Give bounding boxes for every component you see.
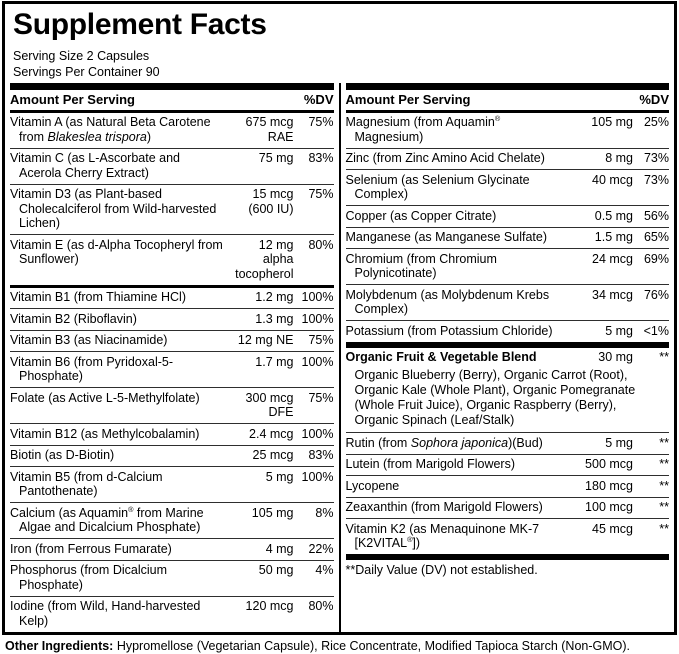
nutrient-name: Copper (as Copper Citrate) [345,208,497,223]
supplement-facts-panel [2,1,677,635]
nutrient-row [346,432,670,454]
amount-per-serving-label: Amount Per Serving [345,91,471,107]
nutrient-row [10,234,334,285]
nutrient-columns [5,83,674,632]
dv-footnote: **Daily Value (DV) not established. [346,554,670,581]
nutrient-row [346,518,670,554]
nutrient-dv: 4% [315,563,334,577]
nutrient-name: Rutin (from Sophora japonica)(Bud) [345,435,543,450]
nutrient-dv: 83% [308,448,334,462]
nutrient-name: Calcium (as Aquamin® from Marine Algae and Dicalcium Phosphate) [10,504,204,534]
servings-per-container: Servings Per Container 90 [13,65,160,79]
nutrient-row [346,454,670,476]
nutrient-row [10,560,334,596]
nutrient-dv: 75% [308,115,334,129]
nutrient-amount: 40 mcg [592,172,633,187]
blend-description: Organic Blueberry (Berry), Organic Carrot (Root), Organic Kale (Whole Plant), Organic Pomegranate (Whole Fruit Juice), Organic Raspberry (Berry), Organic Spinach (Leaf/Stalk) [354,368,636,427]
nutrient-row [346,148,670,170]
nutrient-dv: ** [659,500,669,514]
nutrient-amount: 1.7 mg [255,354,294,369]
nutrient-name: Lutein (from Marigold Flowers) [345,457,515,471]
nutrient-dv: 75% [308,187,334,201]
nutrient-row [10,148,334,184]
other-ingredients-text: Hypromellose (Vegetarian Capsule), Rice Concentrate, Modified Tapioca Starch (Non-GMO). [113,638,631,653]
nutrient-dv: 100% [301,426,334,441]
left-column [5,83,339,632]
nutrient-row [346,342,670,369]
nutrient-dv: 100% [301,354,334,369]
nutrient-amount: 24 mcg [592,251,633,266]
nutrient-row [10,466,334,502]
nutrient-row [346,320,670,342]
nutrient-name: Organic Fruit & Vegetable Blend [345,350,537,364]
nutrient-name: Vitamin B5 (from d-Calcium Pantothenate) [10,469,163,498]
nutrient-name: Vitamin D3 (as Plant-based Cholecalciferol from Wild-harvested Lichen) [10,187,217,230]
nutrient-amount: 34 mcg [592,287,633,302]
nutrient-amount: 1.5 mg [594,230,633,244]
nutrient-name: Chromium (from Chromium Polynicotinate) [345,251,497,280]
right-column [341,83,675,632]
nutrient-dv: ** [659,478,669,493]
left-column-header [10,83,334,113]
nutrient-amount: 675 mcg RAE [245,115,294,144]
nutrient-row [346,284,670,320]
nutrient-amount: 120 mcg [245,599,294,613]
nutrient-name: Potassium (from Potassium Chloride) [345,323,553,338]
nutrient-amount: 50 mg [258,563,294,577]
nutrient-dv: 69% [643,251,669,266]
nutrient-row [10,596,334,632]
nutrient-name: Vitamin B12 (as Methylcobalamin) [10,426,200,441]
nutrient-name: Vitamin C (as L-Ascorbate and Acerola Cherry Extract) [10,151,180,180]
nutrient-row [10,423,334,445]
nutrient-amount: 1.3 mg [255,311,294,326]
nutrient-amount: 12 mg NE [237,333,294,347]
nutrient-row [346,205,670,227]
nutrient-dv: 100% [301,469,334,484]
nutrient-name: Selenium (as Selenium Glycinate Complex) [345,172,530,201]
nutrient-name: Lycopene [345,478,400,493]
nutrient-row [10,330,334,352]
nutrient-amount: 105 mg [591,115,633,129]
nutrient-dv: 100% [301,311,334,326]
nutrient-dv: 8% [315,505,334,520]
nutrient-row [346,497,670,519]
nutrient-dv: 76% [643,287,669,302]
other-ingredients-label: Other Ingredients: [5,638,114,653]
nutrient-name: Vitamin B2 (Riboflavin) [10,311,137,326]
nutrient-dv: 83% [308,151,334,165]
nutrient-amount: 12 mg alpha tocopherol [235,237,294,281]
nutrient-amount: 15 mcg (600 IU) [248,187,294,216]
nutrient-amount: 75 mg [258,151,294,165]
nutrient-dv: 100% [301,290,334,304]
nutrient-dv: 75% [308,333,334,347]
nutrient-row [10,113,334,148]
nutrient-amount: 500 mcg [585,457,633,471]
nutrient-dv: ** [659,350,669,364]
nutrient-row [10,387,334,423]
nutrient-amount: 300 mcg DFE [245,390,294,419]
nutrient-name: Manganese (as Manganese Sulfate) [345,230,548,244]
nutrient-amount: 0.5 mg [594,208,633,223]
nutrient-dv: 75% [308,390,334,405]
nutrient-name: Iron (from Ferrous Fumarate) [10,541,172,556]
nutrient-amount: 8 mg [605,151,633,165]
nutrient-dv: 73% [643,172,669,187]
nutrient-row [10,538,334,560]
nutrient-dv: ** [659,457,669,471]
nutrient-dv: ** [659,435,669,450]
nutrient-row [10,445,334,467]
nutrient-name: Molybdenum (as Molybdenum Krebs Complex) [345,287,550,316]
nutrient-amount: 45 mcg [592,521,633,536]
nutrient-row [346,248,670,284]
nutrient-name: Phosphorus (from Dicalcium Phosphate) [10,563,167,592]
amount-per-serving-label: Amount Per Serving [10,91,135,107]
nutrient-name: Iodine (from Wild, Hand-harvested Kelp) [10,599,201,628]
nutrient-row [346,113,670,148]
nutrient-amount: 100 mcg [585,500,633,514]
nutrient-name: Folate (as Active L-5-Methylfolate) [10,390,200,405]
nutrient-amount: 105 mg [251,505,294,520]
nutrient-amount: 5 mg [605,323,633,338]
nutrient-amount: 180 mcg [585,478,633,493]
nutrient-dv: 25% [643,115,669,129]
nutrient-dv: 80% [308,599,334,613]
nutrient-amount: 5 mg [265,469,294,484]
dv-label: %DV [639,91,669,107]
nutrient-dv: 22% [308,541,334,556]
nutrient-name: Vitamin E (as d-Alpha Tocopheryl from Sunflower) [10,237,223,266]
nutrient-name: Zinc (from Zinc Amino Acid Chelate) [345,151,545,165]
nutrient-row [10,184,334,235]
right-column-header [346,83,670,113]
nutrient-amount: 30 mg [598,350,633,364]
nutrient-row [10,502,334,538]
nutrient-name: Vitamin A (as Natural Beta Carotene from Blakeslea trispora) [10,115,211,144]
nutrient-dv: ** [659,521,669,536]
nutrient-amount: 4 mg [265,541,294,556]
nutrient-dv: 65% [643,230,669,244]
nutrient-dv: 73% [643,151,669,165]
label-title: Supplement Facts [13,8,267,41]
left-rows [10,113,334,632]
nutrient-name: Vitamin B6 (from Pyridoxal-5-Phosphate) [10,354,174,383]
nutrient-dv: <1% [643,323,669,338]
nutrient-name: Zeaxanthin (from Marigold Flowers) [345,500,543,514]
nutrient-amount: 2.4 mcg [249,426,294,441]
nutrient-amount: 1.2 mg [255,290,294,304]
serving-size: Serving Size 2 Capsules [13,48,150,63]
nutrient-dv: 80% [308,237,334,252]
label-header [5,4,674,83]
right-rows [346,113,670,555]
nutrient-name: Vitamin B3 (as Niacinamide) [10,333,168,347]
nutrient-name: Vitamin B1 (from Thiamine HCl) [10,290,186,304]
nutrient-row [10,285,334,309]
nutrient-name: Biotin (as D-Biotin) [10,448,115,462]
nutrient-dv: 56% [643,208,669,223]
nutrient-row [10,351,334,387]
nutrient-row [346,169,670,205]
dv-label: %DV [303,91,334,107]
nutrient-row [346,475,670,497]
nutrient-name: Vitamin K2 (as Menaquinone MK-7 [K2VITAL®]) [345,521,540,550]
nutrient-row [346,227,670,249]
nutrient-row [10,308,334,330]
nutrient-amount: 5 mg [605,435,633,450]
nutrient-amount: 25 mcg [252,448,294,462]
other-ingredients [0,635,679,654]
nutrient-name: Magnesium (from Aquamin® Magnesium) [345,113,501,144]
